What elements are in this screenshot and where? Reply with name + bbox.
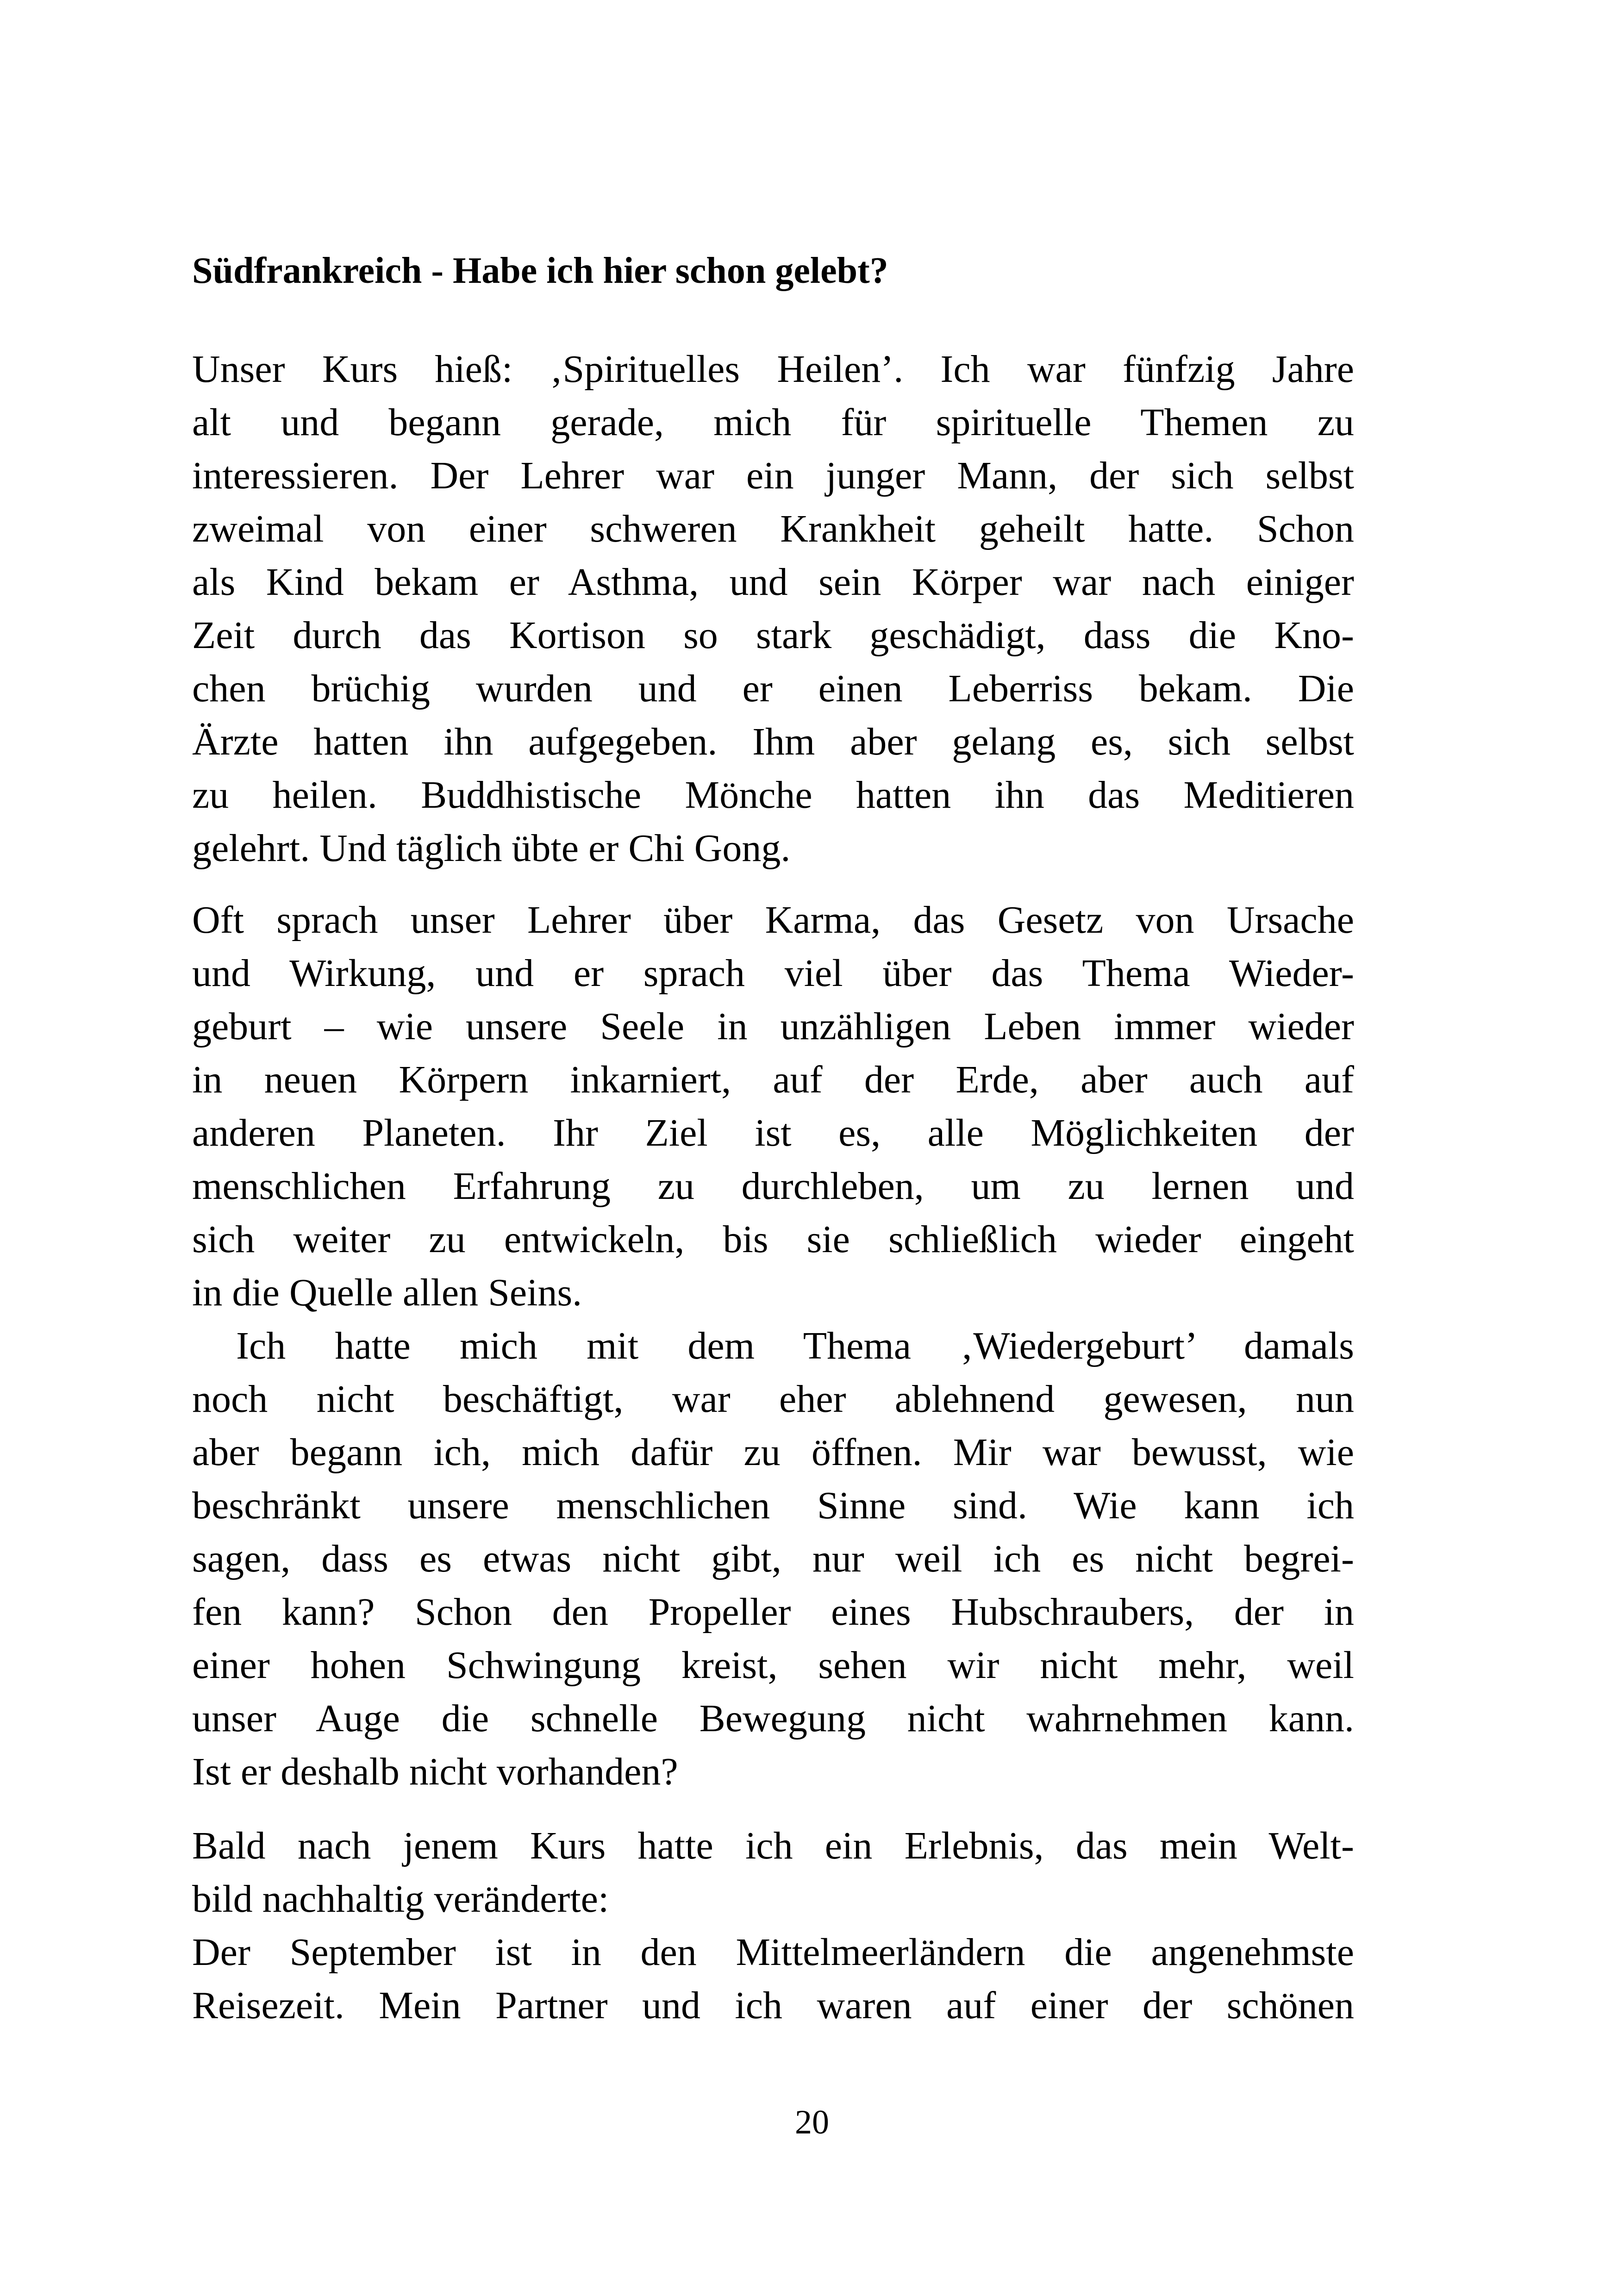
page-number: 20	[795, 2103, 829, 2141]
text-line: einer hohen Schwingung kreist, sehen wir nicht mehr, weil	[192, 1644, 1354, 1687]
paragraph-2	[192, 893, 1354, 1319]
text-line: unser Auge die schnelle Bewegung nicht wahrnehmen kann.	[192, 1697, 1354, 1740]
text-line: Reisezeit. Mein Partner und ich waren auf einer der schönen	[192, 1984, 1354, 2027]
text-line: anderen Planeten. Ihr Ziel ist es, alle Möglichkeiten der	[192, 1111, 1354, 1154]
text-line: sich weiter zu entwickeln, bis sie schließlich wieder eingeht	[192, 1218, 1354, 1261]
text-line: und Wirkung, und er sprach viel über das Thema Wieder-	[192, 952, 1354, 995]
text-line: beschränkt unsere menschlichen Sinne sind. Wie kann ich	[192, 1484, 1354, 1527]
chapter-heading: Südfrankreich - Habe ich hier schon gelebt?	[192, 250, 888, 291]
text-line: Ärzte hatten ihn aufgegeben. Ihm aber gelang es, sich selbst	[192, 720, 1354, 763]
text-line: bild nachhaltig veränderte:	[192, 1877, 609, 1921]
text-line: Ist er deshalb nicht vorhanden?	[192, 1750, 678, 1793]
text-line: interessieren. Der Lehrer war ein junger Mann, der sich selbst	[192, 454, 1354, 497]
text-line: Unser Kurs hieß: ‚Spirituelles Heilen’. Ich war fünfzig Jahre	[192, 348, 1354, 391]
paragraph-3	[192, 1319, 1354, 1798]
paragraph-1	[192, 343, 1354, 875]
text-line: als Kind bekam er Asthma, und sein Körper war nach einiger	[192, 561, 1354, 604]
text-line: Ich hatte mich mit dem Thema ‚Wiedergeburt’ damals	[236, 1324, 1354, 1367]
text-line: Bald nach jenem Kurs hatte ich ein Erlebnis, das mein Welt-	[192, 1824, 1354, 1867]
text-line: geburt – wie unsere Seele in unzähligen Leben immer wieder	[192, 1005, 1354, 1048]
text-line: in neuen Körpern inkarniert, auf der Erde, aber auch auf	[192, 1058, 1354, 1101]
text-line: aber begann ich, mich dafür zu öffnen. Mir war bewusst, wie	[192, 1431, 1354, 1474]
text-line: Oft sprach unser Lehrer über Karma, das Gesetz von Ursache	[192, 898, 1354, 942]
text-line: Der September ist in den Mittelmeerländern die angenehmste	[192, 1931, 1354, 1974]
text-line: fen kann? Schon den Propeller eines Hubschraubers, der in	[192, 1590, 1354, 1634]
text-line: alt und begann gerade, mich für spirituelle Themen zu	[192, 401, 1354, 444]
text-line: noch nicht beschäftigt, war eher ablehnend gewesen, nun	[192, 1378, 1354, 1421]
text-line: menschlichen Erfahrung zu durchleben, um zu lernen und	[192, 1165, 1354, 1208]
paragraph-4	[192, 1819, 1354, 2032]
text-line: chen brüchig wurden und er einen Leberriss bekam. Die	[192, 667, 1354, 710]
text-line: sagen, dass es etwas nicht gibt, nur weil ich es nicht begrei-	[192, 1537, 1354, 1580]
text-line: Zeit durch das Kortison so stark geschädigt, dass die Kno-	[192, 614, 1354, 657]
text-line: zweimal von einer schweren Krankheit geheilt hatte. Schon	[192, 507, 1354, 550]
text-line: gelehrt. Und täglich übte er Chi Gong.	[192, 827, 791, 870]
text-line: in die Quelle allen Seins.	[192, 1271, 582, 1314]
text-line: zu heilen. Buddhistische Mönche hatten ihn das Meditieren	[192, 773, 1354, 817]
